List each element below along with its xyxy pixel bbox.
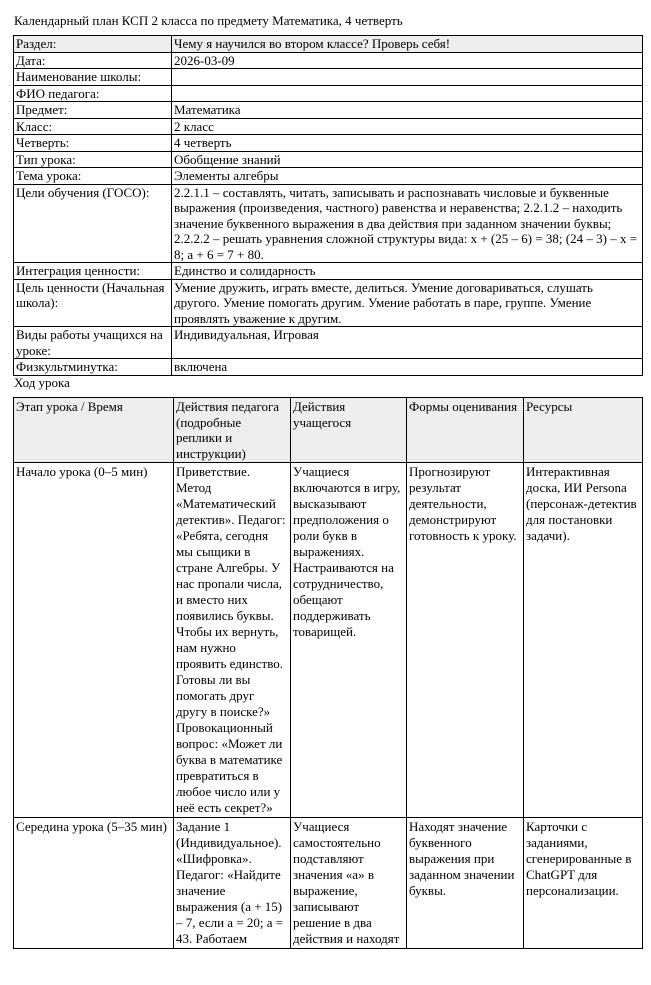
info-label: Наименование школы: <box>14 69 172 86</box>
info-value: Индивидуальная, Игровая <box>172 327 643 359</box>
lesson-plan-table <box>13 397 643 949</box>
info-value: 2 класс <box>172 118 643 135</box>
plan-header-cell: Действия учащегося <box>291 398 407 463</box>
info-row <box>14 168 643 185</box>
info-label: Физкультминутка: <box>14 359 172 376</box>
info-row <box>14 327 643 359</box>
info-label: Виды работы учащихся на уроке: <box>14 327 172 359</box>
info-row <box>14 279 643 327</box>
info-row <box>14 36 643 53</box>
info-value <box>172 85 643 102</box>
info-value: Обобщение знаний <box>172 151 643 168</box>
info-row <box>14 52 643 69</box>
info-label: Раздел: <box>14 36 172 53</box>
info-value: 2.2.1.1 – составлять, читать, записывать и распознавать числовые и буквенные выражения (произведения, частного) равенства и неравенства; 2.2.1.2 – находить значение буквенного выражения в два действия при заданном значении буквы; 2.2.2.2 – решать уравнения сложной структуры вида: x + (25 – 6) = 38; (24 – 3) – x = 8; a + 6 = 7 + 80. <box>172 184 643 263</box>
info-label: Тема урока: <box>14 168 172 185</box>
info-label: Тип урока: <box>14 151 172 168</box>
plan-cell-assessment: Прогнозируют результат деятельности, демонстрируют готовность к уроку. <box>407 463 524 818</box>
info-label: Четверть: <box>14 135 172 152</box>
plan-cell-stage: Начало урока (0–5 мин) <box>14 463 174 818</box>
info-label: ФИО педагога: <box>14 85 172 102</box>
info-label: Цель ценности (Начальная школа): <box>14 279 172 327</box>
plan-cell-teacher: Приветствие. Метод «Математический детектив». Педагог: «Ребята, сегодня мы сыщики в стране Алгебры. У нас пропали числа, и вместо них появились буквы. Чтобы их вернуть, нам нужно проявить единство. Готовы ли вы помогать друг другу в поиске?» Провокационный вопрос: «Может ли буква в математике превратиться в любое число или у неё есть секрет?» <box>174 463 291 818</box>
info-label: Предмет: <box>14 102 172 119</box>
info-label: Цели обучения (ГОСО): <box>14 184 172 263</box>
plan-cell-assessment: Находят значение буквенного выражения при заданном значении буквы. <box>407 818 524 949</box>
info-label: Дата: <box>14 52 172 69</box>
info-label: Интеграция ценности: <box>14 263 172 280</box>
info-value: 4 четверть <box>172 135 643 152</box>
plan-header-cell: Этап урока / Время <box>14 398 174 463</box>
plan-header-row <box>14 398 643 463</box>
info-row <box>14 135 643 152</box>
plan-row <box>14 463 643 818</box>
info-row <box>14 263 643 280</box>
page-title: Календарный план КСП 2 класса по предмету Математика, 4 четверть <box>14 13 403 28</box>
info-row <box>14 151 643 168</box>
info-label: Класс: <box>14 118 172 135</box>
plan-header-cell: Формы оценивания <box>407 398 524 463</box>
plan-cell-teacher: Задание 1 (Индивидуальное). «Шифровка». Педагог: «Найдите значение выражения (a + 15) – 7, если a = 20; a = 43. Работаем <box>174 818 291 949</box>
plan-cell-resources: Интерактивная доска, ИИ Persona (персонаж-детектив для постановки задачи). <box>524 463 643 818</box>
plan-row <box>14 818 643 949</box>
info-value: Чему я научился во втором классе? Проверь себя! <box>172 36 643 53</box>
plan-cell-student: Учащиеся самостоятельно подставляют значения «a» в выражение, записывают решение в два действия и находят <box>291 818 407 949</box>
plan-header-cell: Действия педагога (подробные реплики и инструкции) <box>174 398 291 463</box>
plan-cell-resources: Карточки с заданиями, сгенерированные в ChatGPT для персонализации. <box>524 818 643 949</box>
plan-cell-stage: Середина урока (5–35 мин) <box>14 818 174 949</box>
info-row <box>14 184 643 263</box>
info-value <box>172 69 643 86</box>
plan-cell-student: Учащиеся включаются в игру, высказывают предположения о роли букв в выражениях. Настраиваются на сотрудничество, обещают поддерживать товарищей. <box>291 463 407 818</box>
info-row <box>14 85 643 102</box>
info-value: включена <box>172 359 643 376</box>
lesson-info-table <box>13 35 643 376</box>
info-row <box>14 118 643 135</box>
info-row <box>14 69 643 86</box>
section-heading: Ход урока <box>14 375 70 390</box>
info-value: 2026-03-09 <box>172 52 643 69</box>
info-value: Умение дружить, играть вместе, делиться. Умение договариваться, слушать другого. Умение помогать другим. Умение работать в паре, группе. Умение проявлять уважение к другим. <box>172 279 643 327</box>
plan-header-cell: Ресурсы <box>524 398 643 463</box>
info-row <box>14 359 643 376</box>
info-row <box>14 102 643 119</box>
info-value: Единство и солидарность <box>172 263 643 280</box>
info-value: Математика <box>172 102 643 119</box>
info-value: Элементы алгебры <box>172 168 643 185</box>
